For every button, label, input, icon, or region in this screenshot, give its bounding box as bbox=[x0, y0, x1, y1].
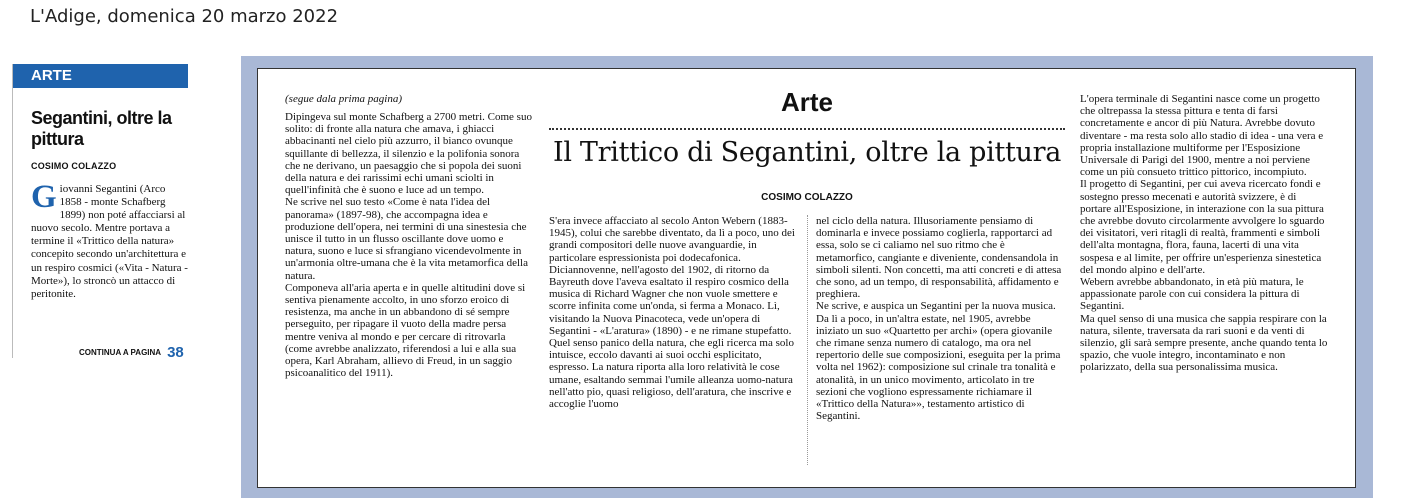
paragraph: Webern avrebbe abbandonato, in età più matura, le appassionate parole con cui considera la pittura di Segantini. bbox=[1080, 276, 1304, 313]
teaser-box bbox=[12, 64, 188, 361]
paragraph: Componeva all'aria aperta e in quelle altitudini dove si sentiva pienamente accolto, in uno sforzo eroico di resistenza, ma anche in un abbandono di sé sempre perseguito, per ripagare il vuoto della madre persa mentre veniva al mondo e per cercare di ritrovarla (come avrebbe analizzato, riferendosi a lui e alla sua opera, Karl Abraham, allievo di Freud, in un saggio psicoanalitico del 1911). bbox=[285, 281, 526, 380]
publication-date: L'Adige, domenica 20 marzo 2022 bbox=[30, 6, 339, 27]
paragraph: Il progetto di Segantini, per cui aveva ricercato fondi e sostegno presso mecenati e autorità svizzere, è di portare all'Esposizione, in interazione con la sua pittura che avrebbe dovuto circolarmente avvolgere lo sguardo dei visitatori, veri ritagli di realtà, frammenti e simboli dell'alta montagna, flora, fauna, lacerti di una vita sospesa e al limite, per offrire un'esperienza sinestetica del mondo alpino e dell'arte. bbox=[1080, 178, 1325, 276]
article-byline: COSIMO COLAZZO bbox=[761, 192, 853, 203]
section-heading: Arte bbox=[780, 87, 833, 117]
paragraph: Dipingeva sul monte Schafberg a 2700 metri. Come suo solito: di fronte alla natura che amava, i ghiacci abbacinanti nel cielo più azzurro, il bianco ovunque squillante di bellezza, il silenzio e la polifonia sonora che ne derivano, un paesaggio che si popola dei suoni della natura e dei rarissimi echi umani sciolti in quell'infinità che è suono e luce ad un tempo. bbox=[285, 111, 532, 197]
paragraph: Ne scrive nel suo testo «Come è nata l'idea del panorama» (1897-98), che accompagna idea e produzione dell'opera, nei termini di una sinestesia che unisce il tutto in un flusso oscillante dove uomo e natura, suono e luce si sfrangiano vicendevolmente in un'armonia oltre-umana che è la vita metamorfica della natura. bbox=[285, 196, 528, 282]
teaser-section-label: ARTE bbox=[13, 64, 188, 88]
column-1 bbox=[285, 111, 535, 379]
paragraph: L'opera terminale di Segantini nasce come un progetto che oltrepassa la stessa pittura e tenta di farsi concretamente e ancor di più Natura. Avrebbe dovuto diventare - ma resta solo allo stadio di idea - una vera e propria installazione multiforme per l'Esposizione Universale di Parigi del 1900, mentre a noi perviene come un più consueto trittico pittorico, incompiuto. bbox=[1080, 93, 1324, 179]
article-headline: Il Trittico di Segantini, oltre la pittura bbox=[552, 137, 1062, 168]
teaser-author: COSIMO COLAZZO bbox=[31, 161, 117, 171]
paragraph: nel ciclo della natura. Illusoriamente pensiamo di dominarla e invece possiamo coglierla, rapportarci ad essa, solo se ci caliamo nel suo ritmo che è metamorfico, cangiante e diveniente, condensandola in simboli silenti. Non concetti, ma atti concreti e di attesa che sono, ad un tempo, di responsabilità, affidamento e preghiera. bbox=[816, 215, 1062, 301]
teaser-body bbox=[31, 179, 189, 301]
segue-note: (segue dala prima pagina) bbox=[285, 93, 403, 105]
paragraph: Ma quel senso di una musica che sappia respirare con la natura, silente, traversata da rari suoni e da venti di silenzio, gli sarà sempre presente, anche quando tenta lo spazio, che vuole integro, incontaminato e non polarizzato, della sua personalissima musica. bbox=[1080, 312, 1328, 374]
column-2 bbox=[549, 215, 799, 410]
article-clipping bbox=[241, 56, 1373, 498]
dotted-divider bbox=[549, 128, 1065, 130]
paragraph: S'era invece affacciato al secolo Anton Webern (1883-1945), colui che sarebbe diventato, da lì a poco, uno dei grandi compositori delle nuove avanguardie, in particolare espressionista poi dodecafonica. Diciannovenne, nell'agosto del 1902, di ritorno da Bayreuth dove l'aveva esaltato il respiro cosmico della musica di Richard Wagner che non vuole smettere e scorre infinita come un'onda, si ferma a Monaco. Lì, visitando la Nuova Pinacoteca, vede un'opera di Segantini - «L'aratura» (1890) - e ne rimane stupefatto. Quel senso panico della natura, che egli ricerca ma solo intuisce, eccolo davanti ai suoi occhi esplicitato, espresso. La natura riporta alla loro relatività le cose umane, esaltando semmai l'umile alleanza uomo-natura nell'atto pio, quasi religioso, dell'aratura, che inscrive e accoglie l'uomo bbox=[549, 215, 795, 411]
continue-link[interactable] bbox=[79, 344, 184, 361]
teaser-title: Segantini, oltre la pittura bbox=[31, 108, 172, 149]
paragraph: Ne scrive, e auspica un Segantini per la nuova musica. Da lì a poco, in un'altra estate, nel 1905, avrebbe iniziato un suo «Quartetto per archi» (opera giovanile che rimane senza numero di catalogo, ma ora nel repertorio delle sue composizioni, eseguita per la prima volta nel 1962): composizione sul crinale tra tonalità e atonalità, in un unico movimento, articolato in tre sezioni che vogliono espressamente richiamare il «Trittico della Natura»», testamento artistico di Segantini. bbox=[816, 300, 1061, 423]
continue-page: 38 bbox=[167, 344, 184, 361]
column-4 bbox=[1080, 93, 1330, 374]
teaser-text: iovanni Segantini (Arco 1858 - monte Schafberg 1899) non poté affacciarsi al nuovo secolo. Mentre portava a termine il «Trittico della natura» concepito secondo un'architettura e un respiro cosmici («Vita - Natura - Morte»), lo stroncò un attacco di peritonite. bbox=[31, 183, 188, 300]
column-3 bbox=[816, 215, 1066, 422]
teaser-dropcap: G bbox=[31, 179, 57, 215]
article-page bbox=[257, 68, 1356, 488]
column-divider bbox=[807, 215, 808, 465]
continue-label: CONTINUA A PAGINA bbox=[79, 348, 162, 357]
